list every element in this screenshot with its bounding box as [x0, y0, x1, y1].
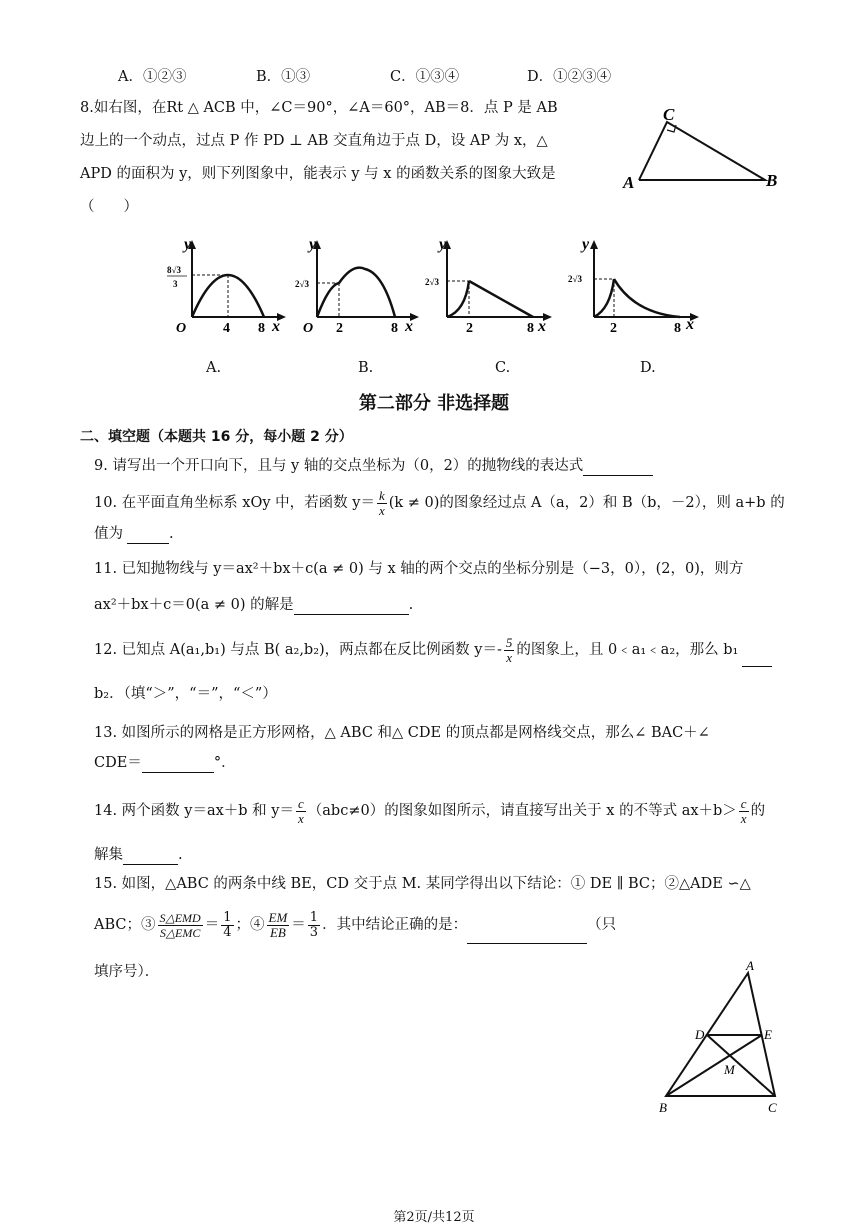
q8-line-4: （ ）: [80, 199, 138, 215]
q8-graph-b: [295, 235, 425, 335]
q8-graph-label-d: D.: [640, 360, 656, 376]
x-value-1: 2: [610, 321, 617, 335]
q10-frac-num: k: [378, 487, 385, 503]
curve-fall: [469, 281, 533, 317]
label-c: C: [663, 105, 675, 124]
q15-eq2: ＝: [291, 917, 306, 933]
x-label: x: [405, 318, 413, 335]
q14-fraction-2: [739, 797, 749, 826]
q15-frac2-den: 4: [223, 924, 232, 940]
x-value-2: 8: [674, 321, 681, 335]
q8-graph-label-a: A.: [206, 360, 222, 376]
q10-line2-text: 值为: [94, 526, 123, 542]
q14-fraction-1: [296, 797, 306, 826]
q14-frac1-num: c: [297, 795, 304, 811]
y-value: 2√3: [425, 277, 439, 287]
q15-post: ．其中结论正确的是：: [322, 917, 468, 933]
x-value-1: 2: [466, 321, 473, 335]
q15-frac4-den: 3: [309, 924, 319, 940]
curve-rise: [447, 281, 469, 317]
q9-text: 9. 请写出一个开口向下，且与 y 轴的交点坐标为（0，2）的抛物线的表达式: [94, 458, 584, 474]
q8-graph-d: [568, 235, 708, 335]
q10-frac-den: x: [378, 502, 385, 518]
q11-line-2: ax²＋bx＋c＝0(a ≠ 0) 的解是 .: [94, 597, 414, 613]
y-value: 2√3: [295, 279, 309, 289]
q12-frac-num: 5: [505, 634, 513, 650]
q7-option-b: B．①③: [256, 69, 311, 85]
q14-line-2: 解集 .: [94, 847, 183, 863]
q13-line-2: [94, 753, 236, 773]
q15-line2-pre: ABC；③: [94, 917, 156, 933]
q8-graph-c: [425, 235, 560, 335]
q8-line-3: APD 的面积为 y，则下列图象中，能表示 y 与 x 的函数关系的图象大致是: [80, 166, 556, 182]
median-cd: [707, 1035, 775, 1096]
y-value: 2√3: [568, 274, 582, 284]
q15-fraction-3: [267, 911, 290, 940]
q13-line2-pre: CDE＝: [94, 755, 142, 771]
median-be: [666, 1035, 762, 1096]
q14-frac2-num: c: [740, 795, 747, 811]
q13-line-1: 13. 如图所示的网格是正方形网格，△ ABC 和△ CDE 的顶点都是网格线交点，那么∠ BAC＋∠: [94, 725, 710, 741]
q14-frac1-den: x: [297, 810, 304, 826]
curve: [317, 268, 395, 317]
q14-line-1: [94, 794, 765, 828]
q13-answer-blank[interactable]: [142, 756, 214, 773]
part2-title: 第二部分 非选择题: [358, 393, 510, 414]
q7-option-d: D．①②③④: [527, 69, 612, 85]
q10-pre: 10. 在平面直角坐标系 xOy 中，若函数 y＝: [94, 495, 375, 511]
y-label: y: [309, 236, 317, 253]
label-e: E: [764, 1027, 772, 1042]
x-value-1: 2: [336, 321, 343, 335]
q10-line-1: [94, 488, 785, 518]
q15-fraction-1: [158, 911, 203, 940]
y-arrow: [590, 240, 598, 249]
triangle-acb: [639, 122, 765, 180]
q15-line-3: 填序号）．: [94, 964, 160, 980]
q14-line2-text: 解集: [94, 847, 123, 863]
q15-mid: ；④: [235, 917, 265, 933]
q8-triangle-figure: [615, 100, 790, 195]
q15-line-1: 15. 如图，△ABC 的两条中线 BE，CD 交于点 M. 某同学得出以下结论：① DE ∥ BC；②△ADE ∽△: [94, 876, 751, 892]
q12-line-2: b₂．（填“＞”，“＝”，“＜”）: [94, 686, 277, 702]
q10-answer-blank[interactable]: [127, 527, 169, 544]
q14-answer-blank[interactable]: [123, 848, 178, 865]
q11-line2-text: ax²＋bx＋c＝0(a ≠ 0) 的解是: [94, 597, 294, 613]
y-label: y: [582, 236, 590, 253]
origin-label: O: [303, 321, 314, 335]
curve-rise: [594, 279, 614, 317]
label-a: A: [746, 958, 754, 973]
x-value-2: 8: [527, 321, 534, 335]
q14-post: 的: [750, 803, 766, 819]
q7-option-a: A．①②③: [118, 69, 187, 85]
x-label: x: [272, 318, 280, 335]
q12-line-1: [94, 633, 772, 667]
q9: [94, 456, 653, 476]
y-label: y: [439, 236, 447, 253]
q8-graph-label-b: B.: [358, 360, 374, 376]
q15-frac3-den: EB: [269, 924, 286, 940]
origin-label: O: [176, 321, 187, 335]
q15-fraction-2: [221, 911, 233, 940]
q15-line-2: [94, 906, 616, 944]
q10-line-2: 值为 .: [94, 526, 174, 542]
q14-frac2-den: x: [740, 810, 747, 826]
q15-frac4-num: 1: [309, 909, 319, 925]
q10-fraction: [377, 489, 387, 518]
label-m: M: [724, 1062, 735, 1077]
label-d: D: [695, 1027, 705, 1042]
x-label: x: [538, 318, 546, 335]
q7-option-c: C．①③④: [390, 69, 460, 85]
curve-fall: [614, 279, 680, 317]
q11-line-1: 11. 已知抛物线与 y＝ax²＋bx＋c(a ≠ 0) 与 x 轴的两个交点的坐标分别是（−3，0），(2，0)，则方: [94, 561, 744, 577]
q15-answer-blank[interactable]: [467, 927, 587, 944]
x-value-2: 8: [258, 321, 265, 335]
q8-line-2: 边上的一个动点，过点 P 作 PD ⊥ AB 交直角边于点 D，设 AP 为 x，△: [80, 133, 548, 149]
section2-heading: 二、填空题（本题共 16 分，每小题 2 分）: [80, 429, 353, 445]
q12-pre: 12. 已知点 A(a₁,b₁) 与点 B( a₂,b₂)，两点都在反比例函数 y＝-: [94, 642, 502, 658]
q8-graph-label-c: C.: [495, 360, 511, 376]
q15-eq1: ＝: [204, 917, 220, 933]
q10-post: (k ≠ 0)的图象经过点 A（a，2）和 B（b，－2），则 a+b 的: [388, 495, 785, 511]
q14-mid: （abc≠0）的图象如图所示，请直接写出关于 x 的不等式 ax＋b＞: [307, 803, 737, 819]
label-c: C: [768, 1100, 777, 1115]
q15-frac1-den: S△EMC: [159, 925, 201, 940]
q15-frac3-num: EM: [268, 909, 288, 925]
q12-frac-den: x: [506, 649, 513, 665]
x-value-1: 4: [223, 321, 230, 335]
x-value-2: 8: [391, 321, 398, 335]
label-b: B: [766, 171, 778, 190]
y-value: 8√3: [167, 265, 181, 275]
q11-answer-blank[interactable]: [294, 598, 409, 615]
q15-tail: （只: [587, 917, 617, 933]
q13-line2-post: °．: [213, 755, 236, 771]
label-b: B: [659, 1100, 667, 1115]
y-label: y: [184, 236, 192, 253]
q15-frac2-num: 1: [223, 909, 232, 925]
page-footer: 第2页/共12页: [393, 1210, 475, 1225]
q12-fraction: [504, 636, 515, 665]
q8-graph-a: [162, 235, 292, 335]
x-label: x: [686, 316, 694, 333]
q12-post: 的图象上，且 0﹤a₁﹤a₂，那么 b₁: [516, 642, 739, 658]
q8-line-1: 8.如右图，在Rt △ ACB 中，∠C＝90°，∠A＝60°，AB＝8．点 P 是 AB: [80, 100, 558, 116]
label-a: A: [623, 173, 635, 192]
q14-pre: 14. 两个函数 y＝ax＋b 和 y＝: [94, 803, 294, 819]
q15-frac1-num: S△EMD: [159, 910, 201, 925]
q15-fraction-4: [308, 911, 320, 940]
q9-answer-blank[interactable]: [583, 459, 653, 476]
y-value-den: 3: [173, 279, 178, 289]
q15-triangle-figure: [650, 955, 790, 1120]
q12-answer-blank[interactable]: [742, 650, 772, 667]
